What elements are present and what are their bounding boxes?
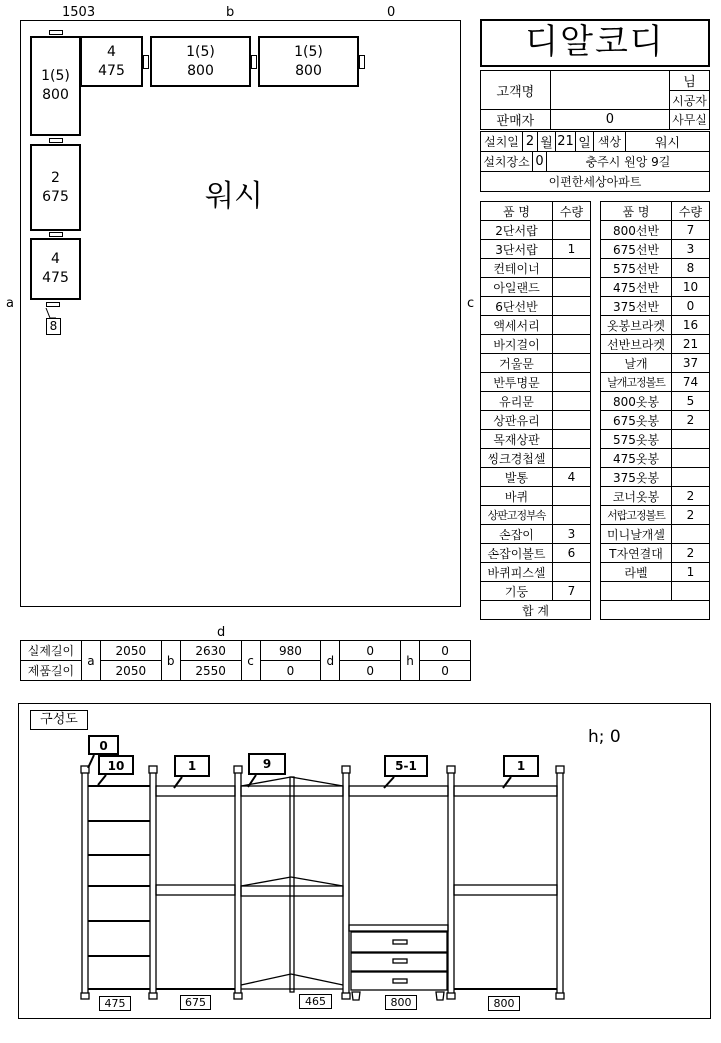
dim-left-a: a	[6, 296, 14, 311]
part-qty: 37	[672, 354, 710, 373]
apartment: 이편한세상아파트	[481, 172, 710, 192]
d-actual: 0	[340, 641, 401, 661]
part-qty: 8	[672, 259, 710, 278]
part-name: 상판고정부속	[481, 506, 553, 525]
part-name: 575선반	[601, 259, 672, 278]
part-name: T자연결대	[601, 544, 672, 563]
honorific: 님	[670, 71, 710, 91]
company-title: 디알코디	[480, 19, 710, 67]
part-name: 손잡이	[481, 525, 553, 544]
part-qty: 3	[672, 240, 710, 259]
install-date-label: 설치일	[481, 132, 523, 152]
seller-label: 판매자	[481, 110, 551, 130]
part-name: 475선반	[601, 278, 672, 297]
column-header-qty: 수량	[553, 202, 591, 221]
part-qty: 4	[553, 468, 591, 487]
part-qty: 7	[553, 582, 591, 601]
part-qty: 3	[553, 525, 591, 544]
part-name: 375선반	[601, 297, 672, 316]
module-count: 1(5)	[294, 43, 323, 60]
width-label: 475	[99, 996, 131, 1011]
part-qty: 16	[672, 316, 710, 335]
module-count: 2	[51, 169, 60, 186]
part-name: 목재상판	[481, 430, 553, 449]
dim-right-c: c	[467, 296, 475, 311]
part-name: 손잡이볼트	[481, 544, 553, 563]
diagram-title: 구성도	[30, 710, 88, 730]
part-name: 475옷봉	[601, 449, 672, 468]
part-qty: 6	[553, 544, 591, 563]
width-label: 800	[488, 996, 520, 1011]
b-actual: 2630	[180, 641, 241, 661]
part-qty: 2	[672, 411, 710, 430]
callout-label: 1	[503, 755, 539, 777]
module-width: 475	[42, 270, 69, 286]
part-qty: 21	[672, 335, 710, 354]
width-label: 675	[180, 995, 211, 1010]
module-width: 475	[98, 62, 125, 79]
c-actual: 980	[260, 641, 321, 661]
day-label: 일	[576, 132, 594, 152]
module-width: 675	[42, 188, 69, 205]
part-name: 서랍고정볼트	[601, 506, 672, 525]
dim-top-b: b	[226, 5, 235, 20]
a-actual: 2050	[100, 641, 161, 661]
part-name: 유리문	[481, 392, 553, 411]
b-product: 2550	[180, 661, 241, 681]
column-header-name: 품 명	[481, 202, 553, 221]
part-name: 375옷봉	[601, 468, 672, 487]
month-label: 월	[538, 132, 556, 152]
a-label: a	[81, 641, 100, 681]
part-qty: 0	[672, 297, 710, 316]
part-name: 발통	[481, 468, 553, 487]
part-qty: 7	[672, 221, 710, 240]
dim-bottom-d: d	[217, 625, 226, 640]
d-product: 0	[340, 661, 401, 681]
part-name: 액세서리	[481, 316, 553, 335]
part-name: 미니날개셀	[601, 525, 672, 544]
dim-top-left: 1503	[62, 5, 96, 20]
part-qty: 2	[672, 544, 710, 563]
module-count: 1(5)	[41, 68, 70, 84]
customer-label: 고객명	[481, 71, 551, 110]
part-name: 아일랜드	[481, 278, 553, 297]
install-month: 2	[523, 132, 538, 152]
part-name: 3단서랍	[481, 240, 553, 259]
callout-label: 9	[248, 753, 286, 775]
place-label: 설치장소	[481, 152, 533, 172]
width-label: 800	[385, 995, 417, 1010]
part-qty: 2	[672, 487, 710, 506]
part-name: 바퀴피스셀	[481, 563, 553, 582]
color-value: 워시	[626, 132, 710, 152]
part-name: 바지걸이	[481, 335, 553, 354]
part-name: 800옷봉	[601, 392, 672, 411]
part-name: 675선반	[601, 240, 672, 259]
column-header-qty: 수량	[672, 202, 710, 221]
part-qty: 10	[672, 278, 710, 297]
part-name: 거울문	[481, 354, 553, 373]
part-name: 반투명문	[481, 373, 553, 392]
color-label: 색상	[594, 132, 626, 152]
b-label: b	[161, 641, 180, 681]
h-actual: 0	[420, 641, 471, 661]
installer-label: 시공자	[670, 91, 710, 110]
part-name: 옷봉브라켓	[601, 316, 672, 335]
callout-label: 10	[98, 755, 134, 775]
product-length-label: 제품길이	[21, 661, 82, 681]
office-label: 사무실	[670, 110, 710, 130]
module-width: 800	[187, 62, 214, 79]
callout-label: 1	[174, 755, 210, 777]
c-product: 0	[260, 661, 321, 681]
part-qty: 1	[553, 240, 591, 259]
install-day: 21	[556, 132, 576, 152]
part-name: 라벨	[601, 563, 672, 582]
column-header-name: 품 명	[601, 202, 672, 221]
part-name: 선반브라켓	[601, 335, 672, 354]
part-qty: 1	[672, 563, 710, 582]
module-width: 800	[295, 62, 322, 79]
actual-length-label: 실제길이	[21, 641, 82, 661]
place-code: 0	[533, 152, 547, 172]
part-qty: 74	[672, 373, 710, 392]
part-name: 2단서랍	[481, 221, 553, 240]
part-name: 575옷봉	[601, 430, 672, 449]
module-count: 1(5)	[186, 43, 215, 60]
part-name: 컨테이너	[481, 259, 553, 278]
d-label: d	[321, 641, 340, 681]
width-label: 465	[299, 994, 332, 1009]
c-label: c	[241, 641, 260, 681]
seller-value: 0	[550, 110, 669, 130]
callout-label: 5-1	[384, 755, 428, 777]
callout-label: 0	[88, 735, 119, 755]
a-product: 2050	[100, 661, 161, 681]
part-name: 씽크경첩셀	[481, 449, 553, 468]
plan-center-text: 워시	[205, 179, 263, 214]
plan-tag: 8	[46, 318, 61, 335]
diagram-h-value: h; 0	[588, 727, 621, 747]
part-qty: 5	[672, 392, 710, 411]
part-name: 날개고정볼트	[601, 373, 672, 392]
part-name: 날개	[601, 354, 672, 373]
h-product: 0	[420, 661, 471, 681]
module-count: 4	[107, 43, 116, 60]
part-name: 675옷봉	[601, 411, 672, 430]
part-name: 800선반	[601, 221, 672, 240]
part-name: 기둥	[481, 582, 553, 601]
part-qty: 2	[672, 506, 710, 525]
part-name: 6단선반	[481, 297, 553, 316]
address: 충주시 원앙 9길	[547, 152, 710, 172]
module-count: 4	[51, 251, 60, 267]
part-name: 코너옷봉	[601, 487, 672, 506]
module-width: 800	[42, 87, 69, 103]
dim-top-right: 0	[387, 5, 396, 20]
part-name: 상판유리	[481, 411, 553, 430]
h-label: h	[401, 641, 420, 681]
part-name: 바퀴	[481, 487, 553, 506]
total-label: 합 계	[481, 601, 591, 620]
